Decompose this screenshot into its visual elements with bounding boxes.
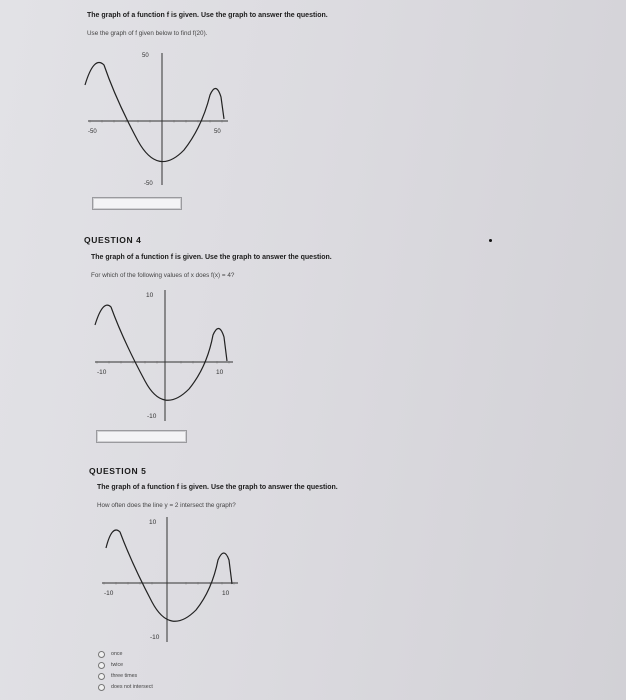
q5-option-once[interactable]: [98, 650, 123, 658]
q5-option-does-not-intersect[interactable]: [98, 683, 153, 691]
q4-title: QUESTION 4: [84, 235, 142, 245]
radio-icon[interactable]: [98, 651, 105, 658]
q5-prompt: The graph of a function f is given. Use the graph to answer the question.: [97, 484, 338, 491]
q4-curve: [95, 305, 227, 400]
q5-x-min-label: -10: [104, 590, 114, 597]
q4-y-max-label: 10: [146, 292, 154, 299]
q5-option-label: twice: [111, 662, 124, 668]
q5-graph: [90, 512, 250, 647]
q5-x-max-label: 10: [222, 590, 230, 597]
q3-instruction: Use the graph of f given below to find f(20).: [87, 30, 208, 37]
q5-curve: [106, 530, 232, 621]
q3-x-min-label: -50: [88, 129, 97, 135]
dust-speck: [489, 239, 492, 242]
q5-instruction: How often does the line y = 2 intersect the graph?: [97, 502, 236, 509]
q5-option-label: three times: [111, 673, 138, 679]
q5-option-three-times[interactable]: [98, 672, 137, 680]
q4-x-max-label: 10: [216, 369, 224, 376]
q3-prompt: The graph of a function f is given. Use the graph to answer the question.: [87, 12, 328, 19]
q4-answer-input[interactable]: [96, 430, 187, 443]
q3-y-min-label: -50: [144, 181, 153, 187]
radio-icon[interactable]: [98, 684, 105, 691]
q5-y-max-label: 10: [149, 519, 157, 526]
q4-instruction: For which of the following values of x does f(x) = 4?: [91, 272, 235, 279]
q4-y-min-label: -10: [147, 413, 157, 420]
q5-option-label: does not intersect: [111, 684, 153, 690]
q5-option-twice[interactable]: [98, 661, 123, 669]
radio-icon[interactable]: [98, 662, 105, 669]
q3-answer-input[interactable]: [92, 197, 182, 210]
q4-graph: [85, 285, 245, 425]
q4-prompt: The graph of a function f is given. Use the graph to answer the question.: [91, 254, 332, 261]
radio-icon[interactable]: [98, 673, 105, 680]
q5-y-min-label: -10: [150, 634, 160, 641]
q3-y-max-label: 50: [142, 53, 149, 59]
q3-curve: [85, 63, 224, 162]
q5-title: QUESTION 5: [89, 466, 147, 476]
q5-option-label: once: [111, 651, 123, 657]
q3-x-max-label: 50: [214, 129, 221, 135]
q3-graph: [80, 45, 240, 195]
q4-x-min-label: -10: [97, 369, 107, 376]
